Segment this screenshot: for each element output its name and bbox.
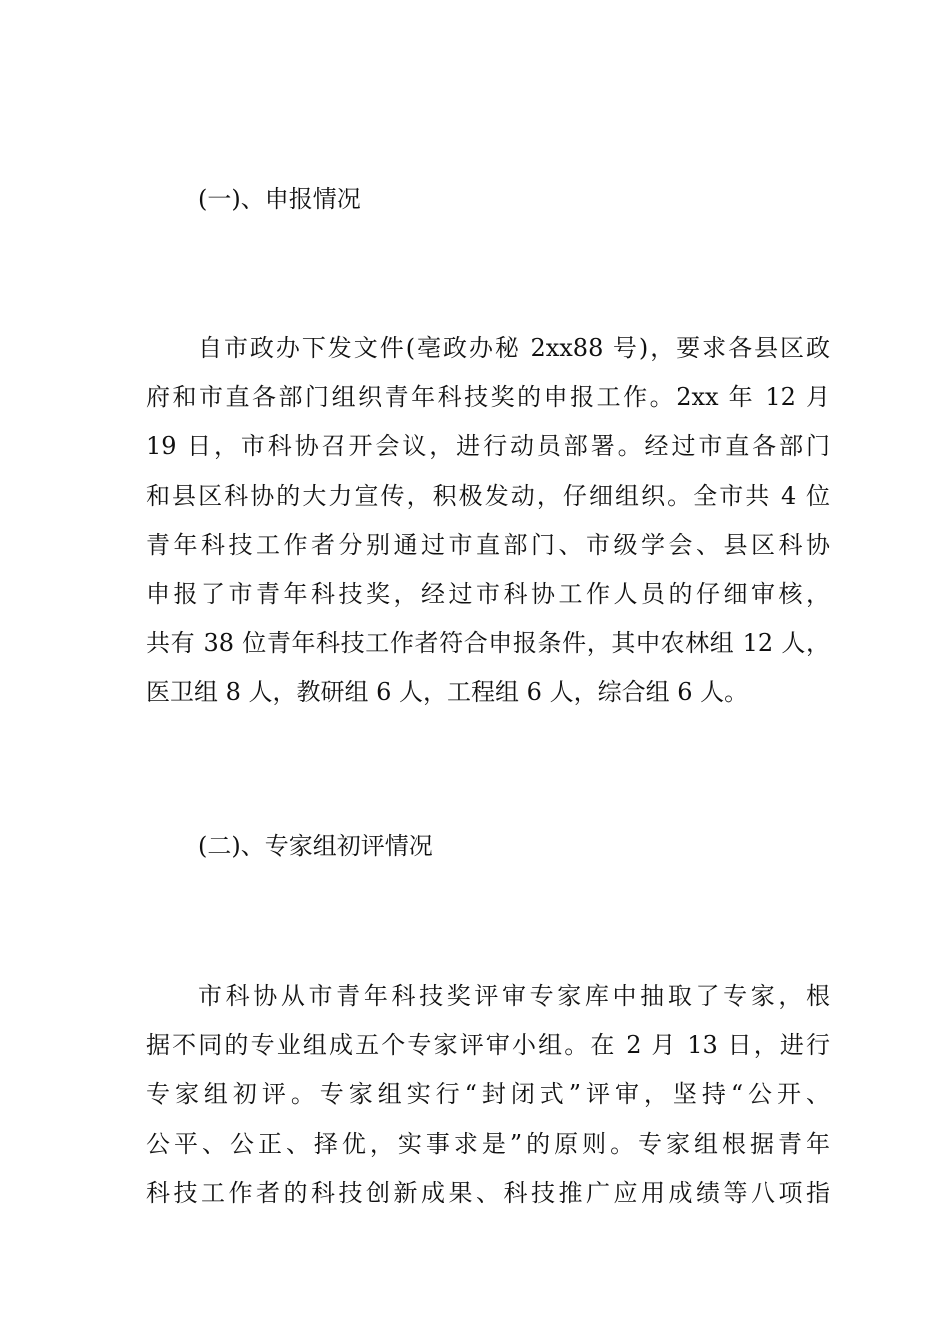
section-heading-2: (二)、专家组初评情况 [198, 832, 433, 860]
paragraph-line: 专家组初评。专家组实行“封闭式”评审，坚持“公开、 [146, 1080, 830, 1109]
paragraph-line: 府和市直各部门组织青年科技奖的申报工作。2xx 年 12 月 [146, 383, 830, 412]
paragraph-line: 共有 38 位青年科技工作者符合申报条件，其中农林组 12 人， [146, 629, 830, 658]
paragraph-line: 自市政办下发文件(亳政办秘 2xx88 号)，要求各县区政 [198, 334, 830, 362]
section-paragraph-1 [146, 324, 830, 718]
paragraph-line: 申报了市青年科技奖，经过市科协工作人员的仔细审核， [146, 580, 830, 609]
section-heading-1: (一)、申报情况 [198, 185, 361, 213]
paragraph-line: 医卫组 8 人，教研组 6 人，工程组 6 人，综合组 6 人。 [146, 678, 749, 707]
paragraph-line: 科技工作者的科技创新成果、科技推广应用成绩等八项指 [146, 1178, 830, 1207]
paragraph-line: 据不同的专业组成五个专家评审小组。在 2 月 13 日，进行 [146, 1031, 830, 1060]
paragraph-line: 19 日，市科协召开会议，进行动员部署。经过市直各部门 [146, 432, 830, 461]
section-paragraph-2 [146, 972, 830, 1218]
paragraph-line: 公平、公正、择优，实事求是”的原则。专家组根据青年 [146, 1129, 830, 1158]
paragraph-line: 和县区科协的大力宣传，积极发动，仔细组织。全市共 4 位 [146, 481, 830, 510]
paragraph-line: 青年科技工作者分别通过市直部门、市级学会、县区科协 [146, 530, 830, 559]
paragraph-line: 市科协从市青年科技奖评审专家库中抽取了专家，根 [198, 982, 830, 1010]
